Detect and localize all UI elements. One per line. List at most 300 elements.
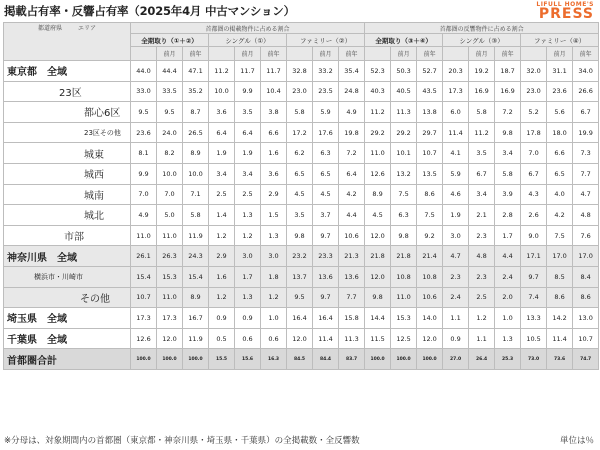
table-row [4,328,599,349]
value-cell: 1.3 [235,287,261,308]
value-cell: 12.6 [365,163,391,184]
value-cell: 8.6 [417,184,443,205]
value-cell: 31.1 [547,61,573,82]
value-cell: 7.7 [573,163,599,184]
value-cell: 29.2 [391,122,417,143]
table-row [4,102,599,123]
value-cell: 5.8 [495,163,521,184]
period-header-cell: 前月 [313,47,339,61]
period-header-cell [209,47,235,61]
value-cell: 7.5 [391,184,417,205]
value-cell: 13.0 [573,308,599,329]
value-cell: 16.9 [469,81,495,102]
value-cell: 1.2 [261,287,287,308]
value-cell: 11.0 [365,143,391,164]
value-cell: 0.9 [443,328,469,349]
value-cell: 4.8 [469,246,495,267]
value-cell: 8.6 [547,287,573,308]
value-cell: 15.5 [209,349,235,370]
value-cell: 11.4 [313,328,339,349]
value-cell: 9.8 [365,287,391,308]
value-cell: 13.2 [391,163,417,184]
value-cell: 9.9 [235,81,261,102]
value-cell: 26.1 [131,246,157,267]
value-cell: 27.0 [443,349,469,370]
value-cell: 1.7 [235,266,261,287]
value-cell: 11.3 [391,102,417,123]
value-cell: 7.0 [157,184,183,205]
value-cell: 23.0 [287,81,313,102]
value-cell: 19.8 [339,122,365,143]
area-col-header: エリア [77,25,96,32]
period-header-cell: 前年 [339,47,365,61]
value-cell: 52.7 [417,61,443,82]
value-cell: 1.3 [261,225,287,246]
value-cell: 1.2 [469,308,495,329]
value-cell: 4.3 [521,184,547,205]
value-cell: 10.8 [391,266,417,287]
value-cell: 4.5 [313,184,339,205]
period-header-cell: 前年 [183,47,209,61]
value-cell: 14.2 [547,308,573,329]
value-cell: 44.4 [157,61,183,82]
value-cell: 2.1 [469,205,495,226]
occupancy-table [3,22,599,370]
value-cell: 3.0 [235,246,261,267]
value-cell: 9.7 [313,225,339,246]
value-cell: 33.2 [313,61,339,82]
value-cell: 12.6 [131,328,157,349]
value-cell: 18.0 [547,122,573,143]
value-cell: 1.7 [495,225,521,246]
value-cell: 1.2 [235,225,261,246]
area-label: 城南 [4,184,131,205]
value-cell: 1.3 [235,205,261,226]
value-cell: 13.3 [521,308,547,329]
value-cell: 1.6 [209,266,235,287]
value-cell: 100.0 [391,349,417,370]
value-cell: 1.0 [261,308,287,329]
value-cell: 11.0 [391,287,417,308]
value-cell: 3.5 [287,205,313,226]
value-cell: 4.9 [339,102,365,123]
value-cell: 2.0 [495,287,521,308]
value-cell: 6.7 [573,102,599,123]
value-cell: 23.5 [313,81,339,102]
value-cell: 34.0 [573,61,599,82]
value-cell: 16.9 [495,81,521,102]
value-cell: 43.5 [417,81,443,102]
value-cell: 5.6 [547,102,573,123]
sub-header-right-family: ファミリー（④） [521,34,599,47]
area-label: 首都圏合計 [4,349,131,370]
area-label: 23区 [4,81,131,102]
value-cell: 16.4 [313,308,339,329]
value-cell: 17.0 [573,246,599,267]
value-cell: 0.9 [209,308,235,329]
value-cell: 100.0 [131,349,157,370]
value-cell: 83.7 [339,349,365,370]
value-cell: 0.5 [209,328,235,349]
value-cell: 21.8 [391,246,417,267]
value-cell: 20.3 [443,61,469,82]
value-cell: 15.3 [157,266,183,287]
value-cell: 5.0 [157,205,183,226]
logo-main-text: PRESS [538,6,594,22]
sub-header-right-total: 全期取り（③＋④） [365,34,443,47]
value-cell: 7.0 [131,184,157,205]
value-cell: 10.4 [261,81,287,102]
value-cell: 26.4 [469,349,495,370]
value-cell: 33.0 [131,81,157,102]
value-cell: 10.8 [417,266,443,287]
area-label: 横浜市・川崎市 [4,266,131,287]
value-cell: 9.8 [495,122,521,143]
footnote: ※分母は、対象期間内の首都圏（東京都・神奈川県・埼玉県・千葉県）の全掲載数・全反響数 [4,436,360,446]
period-header-cell [365,47,391,61]
value-cell: 10.5 [521,328,547,349]
period-header-cell [131,47,157,61]
value-cell: 24.8 [339,81,365,102]
value-cell: 7.4 [521,287,547,308]
value-cell: 12.0 [365,225,391,246]
value-cell: 2.3 [443,266,469,287]
value-cell: 11.4 [443,122,469,143]
value-cell: 17.6 [313,122,339,143]
table-row [4,308,599,329]
value-cell: 7.1 [183,184,209,205]
value-cell: 9.8 [287,225,313,246]
value-cell: 11.2 [365,102,391,123]
value-cell: 2.6 [521,205,547,226]
value-cell: 44.0 [131,61,157,82]
value-cell: 2.9 [209,246,235,267]
value-cell: 5.9 [443,163,469,184]
value-cell: 14.4 [365,308,391,329]
value-cell: 13.8 [417,102,443,123]
value-cell: 15.8 [339,308,365,329]
value-cell: 3.6 [209,102,235,123]
value-cell: 12.5 [391,328,417,349]
value-cell: 7.7 [339,287,365,308]
value-cell: 5.8 [287,102,313,123]
value-cell: 73.6 [547,349,573,370]
value-cell: 3.4 [495,143,521,164]
brand-logo [508,1,594,21]
value-cell: 35.4 [339,61,365,82]
area-label: 埼玉県 全域 [4,308,131,329]
value-cell: 9.5 [131,102,157,123]
unit-label: 単位は％ [559,436,594,446]
table-row [4,163,599,184]
value-cell: 11.9 [183,225,209,246]
table-row [4,184,599,205]
value-cell: 3.5 [469,143,495,164]
logo-top-text: LIFULL HOME'S [536,1,594,8]
value-cell: 11.5 [365,328,391,349]
period-header-cell: 前月 [157,47,183,61]
value-cell: 100.0 [157,349,183,370]
period-header-cell: 前年 [261,47,287,61]
value-cell: 3.0 [443,225,469,246]
value-cell: 7.3 [573,143,599,164]
value-cell: 10.0 [157,163,183,184]
value-cell: 52.3 [365,61,391,82]
value-cell: 32.0 [521,61,547,82]
value-cell: 3.5 [235,102,261,123]
value-cell: 15.6 [235,349,261,370]
value-cell: 8.6 [573,287,599,308]
value-cell: 6.2 [287,143,313,164]
period-header-cell [287,47,313,61]
value-cell: 4.2 [339,184,365,205]
value-cell: 13.7 [287,266,313,287]
value-cell: 8.7 [183,102,209,123]
value-cell: 6.6 [261,122,287,143]
area-header [4,23,131,61]
value-cell: 3.4 [469,184,495,205]
value-cell: 6.3 [391,205,417,226]
value-cell: 1.8 [261,266,287,287]
value-cell: 9.0 [521,225,547,246]
value-cell: 50.3 [391,61,417,82]
value-cell: 6.4 [339,163,365,184]
area-label: 城西 [4,163,131,184]
value-cell: 6.5 [287,163,313,184]
value-cell: 10.0 [209,81,235,102]
value-cell: 3.7 [313,205,339,226]
value-cell: 29.7 [417,122,443,143]
value-cell: 7.0 [521,143,547,164]
value-cell: 17.2 [287,122,313,143]
value-cell: 11.3 [339,328,365,349]
period-header-cell: 前月 [547,47,573,61]
value-cell: 8.9 [365,184,391,205]
value-cell: 1.6 [261,143,287,164]
value-cell: 2.5 [209,184,235,205]
value-cell: 17.3 [131,308,157,329]
value-cell: 2.4 [495,266,521,287]
value-cell: 10.7 [417,143,443,164]
value-cell: 9.7 [313,287,339,308]
value-cell: 3.4 [209,163,235,184]
value-cell: 32.8 [287,61,313,82]
value-cell: 35.2 [183,81,209,102]
value-cell: 21.8 [365,246,391,267]
value-cell: 84.4 [313,349,339,370]
area-label: 千葉県 全域 [4,328,131,349]
value-cell: 2.9 [261,184,287,205]
value-cell: 8.4 [573,266,599,287]
value-cell: 84.5 [287,349,313,370]
table-row [4,61,599,82]
value-cell: 40.5 [391,81,417,102]
value-cell: 9.2 [417,225,443,246]
value-cell: 1.2 [209,225,235,246]
value-cell: 25.3 [495,349,521,370]
value-cell: 10.6 [339,225,365,246]
value-cell: 23.2 [287,246,313,267]
value-cell: 17.0 [547,246,573,267]
value-cell: 0.6 [261,328,287,349]
value-cell: 12.0 [365,266,391,287]
value-cell: 0.6 [235,328,261,349]
value-cell: 11.0 [157,287,183,308]
value-cell: 10.7 [573,328,599,349]
value-cell: 8.1 [131,143,157,164]
value-cell: 17.3 [157,308,183,329]
value-cell: 6.0 [443,102,469,123]
table-row [4,349,599,370]
value-cell: 12.0 [287,328,313,349]
sub-header-left-total: 全期取り（①＋②） [131,34,209,47]
value-cell: 2.3 [469,266,495,287]
period-header-cell: 前年 [417,47,443,61]
value-cell: 11.0 [157,225,183,246]
value-cell: 40.3 [365,81,391,102]
value-cell: 4.5 [365,205,391,226]
table-row [4,225,599,246]
value-cell: 11.7 [235,61,261,82]
value-cell: 3.9 [495,184,521,205]
value-cell: 7.5 [547,225,573,246]
value-cell: 2.5 [469,287,495,308]
value-cell: 10.6 [417,287,443,308]
value-cell: 5.9 [313,102,339,123]
value-cell: 100.0 [365,349,391,370]
value-cell: 1.9 [209,143,235,164]
value-cell: 12.0 [417,328,443,349]
value-cell: 4.4 [339,205,365,226]
value-cell: 21.3 [339,246,365,267]
value-cell: 26.3 [157,246,183,267]
value-cell: 6.5 [313,163,339,184]
value-cell: 7.6 [573,225,599,246]
value-cell: 6.6 [547,143,573,164]
table-row [4,143,599,164]
sub-header-right-single: シングル（③） [443,34,521,47]
value-cell: 7.5 [417,205,443,226]
page-title: 掲載占有率・反響占有率（2025年4月 中古マンション） [4,4,295,18]
table-row [4,122,599,143]
value-cell: 1.1 [469,328,495,349]
value-cell: 16.4 [287,308,313,329]
value-cell: 1.3 [495,328,521,349]
value-cell: 6.4 [235,122,261,143]
value-cell: 4.7 [573,184,599,205]
area-label: 城北 [4,205,131,226]
value-cell: 73.0 [521,349,547,370]
value-cell: 0.9 [235,308,261,329]
value-cell: 23.0 [521,81,547,102]
value-cell: 6.7 [469,163,495,184]
value-cell: 23.3 [313,246,339,267]
value-cell: 100.0 [417,349,443,370]
value-cell: 10.7 [131,287,157,308]
table-row [4,81,599,102]
area-label: 神奈川県 全域 [4,246,131,267]
value-cell: 19.9 [573,122,599,143]
value-cell: 15.4 [131,266,157,287]
value-cell: 13.6 [339,266,365,287]
value-cell: 16.3 [261,349,287,370]
value-cell: 19.2 [469,61,495,82]
prefecture-header: 都道府県 [38,25,63,32]
value-cell: 4.5 [287,184,313,205]
value-cell: 24.0 [157,122,183,143]
value-cell: 15.3 [391,308,417,329]
value-cell: 4.2 [547,205,573,226]
period-header-cell: 前月 [235,47,261,61]
value-cell: 11.2 [209,61,235,82]
area-label: 23区その他 [4,122,131,143]
value-cell: 13.5 [417,163,443,184]
value-cell: 2.8 [495,205,521,226]
value-cell: 9.5 [287,287,313,308]
table-row [4,205,599,226]
value-cell: 6.4 [209,122,235,143]
value-cell: 11.7 [261,61,287,82]
value-cell: 18.7 [495,61,521,82]
area-label: 東京都 全域 [4,61,131,82]
value-cell: 74.7 [573,349,599,370]
value-cell: 2.4 [443,287,469,308]
area-label: 都心6区 [4,102,131,123]
value-cell: 17.1 [521,246,547,267]
area-label: 市部 [4,225,131,246]
area-label: その他 [4,287,131,308]
value-cell: 15.4 [183,266,209,287]
response-share-header: 首都圏の反響物件に占める割合 [365,23,599,34]
value-cell: 5.8 [469,102,495,123]
value-cell: 1.9 [235,143,261,164]
value-cell: 8.2 [157,143,183,164]
value-cell: 3.4 [235,163,261,184]
value-cell: 8.9 [183,143,209,164]
value-cell: 3.8 [261,102,287,123]
period-header-cell: 前月 [469,47,495,61]
table-row [4,266,599,287]
sub-header-left-single: シングル（①） [209,34,287,47]
period-header-cell: 前年 [573,47,599,61]
value-cell: 3.0 [261,246,287,267]
value-cell: 4.0 [547,184,573,205]
value-cell: 5.8 [183,205,209,226]
header-row-groups [4,23,599,34]
value-cell: 1.5 [261,205,287,226]
value-cell: 26.5 [183,122,209,143]
value-cell: 2.3 [469,225,495,246]
value-cell: 4.9 [131,205,157,226]
value-cell: 11.9 [183,328,209,349]
value-cell: 7.2 [495,102,521,123]
sub-header-left-family: ファミリー（②） [287,34,365,47]
value-cell: 10.0 [183,163,209,184]
value-cell: 1.2 [209,287,235,308]
value-cell: 1.9 [443,205,469,226]
value-cell: 1.1 [443,308,469,329]
value-cell: 8.5 [547,266,573,287]
value-cell: 1.4 [209,205,235,226]
period-header-cell: 前年 [495,47,521,61]
value-cell: 21.4 [417,246,443,267]
table-row [4,287,599,308]
value-cell: 47.1 [183,61,209,82]
value-cell: 9.9 [131,163,157,184]
value-cell: 10.1 [391,143,417,164]
value-cell: 9.8 [391,225,417,246]
value-cell: 6.5 [547,163,573,184]
